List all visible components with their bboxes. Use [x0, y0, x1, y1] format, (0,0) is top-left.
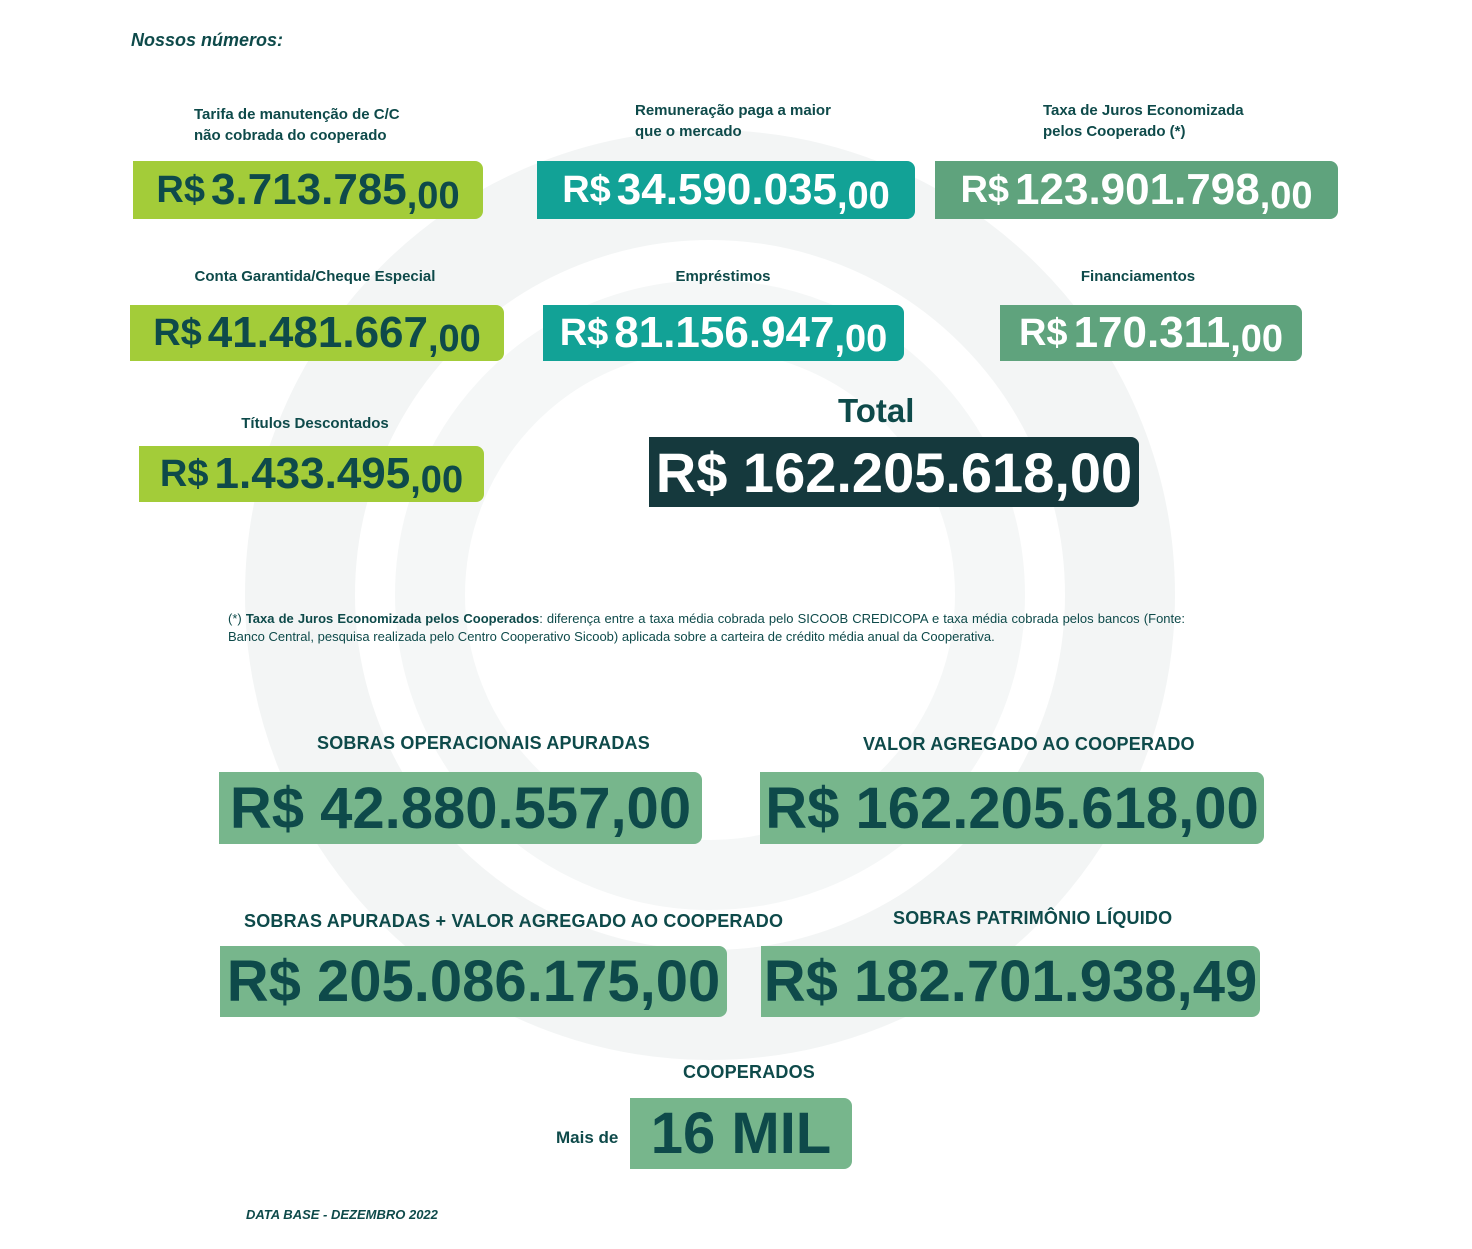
- card-label-line: não cobrada do cooperado: [194, 127, 387, 144]
- currency-symbol: R$: [960, 168, 1010, 211]
- value-integer: 34.590.035: [616, 165, 837, 214]
- footnote-prefix: (*): [228, 611, 246, 626]
- summary-value-valor-agregado: [760, 772, 1264, 844]
- value-decimal: ,00: [1230, 317, 1284, 360]
- value-integer: 170.311: [1073, 308, 1231, 357]
- value-decimal: ,00: [410, 458, 464, 501]
- summary-value-sobras-patrimonio: [761, 946, 1260, 1017]
- summary-value-text: R$ 162.205.618,00: [765, 775, 1259, 841]
- value-decimal: ,00: [1259, 174, 1313, 217]
- card-label-titulos: [140, 413, 490, 434]
- card-label-line: Tarifa de manutenção de C/C: [194, 106, 400, 123]
- value-decimal: ,00: [836, 174, 890, 217]
- footnote-text: : diferença entre a taxa média cobrada pelo SICOOB CREDICOPA e taxa média cobrada pelos bancos (Fonte: Banco Central, pesquisa realizada pelo Centro Cooperativo Sicoob) aplicada sobre a carteira de crédito média anual da Cooperativa.: [228, 611, 1185, 644]
- summary-label-valor-agregado: VALOR AGREGADO AO COOPERADO: [863, 734, 1195, 754]
- card-value-tarifa: [133, 161, 483, 219]
- card-label-taxa-juros: [1043, 100, 1244, 142]
- value-decimal: ,00: [406, 174, 460, 217]
- card-label-line: Títulos Descontados: [241, 415, 389, 432]
- value-integer: 1.433.495: [214, 449, 411, 498]
- summary-value-sobras-mais-valor: [220, 946, 727, 1017]
- card-label-financiamentos: [1000, 266, 1276, 287]
- card-label-line: pelos Cooperado (*): [1043, 123, 1186, 140]
- card-label-line: Financiamentos: [1080, 268, 1196, 285]
- card-label-line: Taxa de Juros Economizada: [1043, 102, 1244, 119]
- footnote-bold: Taxa de Juros Economizada pelos Cooperados: [245, 611, 540, 626]
- currency-symbol: R$: [562, 168, 611, 211]
- currency-symbol: R$: [156, 168, 205, 211]
- summary-label-sobras-mais-valor: SOBRAS APURADAS + VALOR AGREGADO AO COOPERADO: [244, 911, 784, 931]
- cooperados-prefix: Mais de: [556, 1128, 619, 1147]
- cooperados-label: COOPERADOS: [683, 1062, 816, 1082]
- page-heading: Nossos números:: [131, 30, 284, 50]
- total-value: [649, 437, 1139, 507]
- card-value-emprestimos: [543, 305, 904, 361]
- card-label-line: Empréstimos: [675, 268, 771, 285]
- card-label-line: Remuneração paga a maior: [635, 102, 831, 119]
- total-label: Total: [838, 392, 915, 429]
- card-value-remuneracao: [537, 161, 915, 219]
- cooperados-value: [630, 1098, 852, 1169]
- value-integer: 123.901.798: [1015, 165, 1260, 214]
- summary-value-text: R$ 42.880.557,00: [229, 775, 692, 841]
- currency-symbol: R$: [159, 452, 209, 495]
- card-label-line: Conta Garantida/Cheque Especial: [194, 268, 436, 285]
- value-integer: 41.481.667: [207, 308, 428, 357]
- card-label-line: que o mercado: [635, 123, 742, 140]
- card-label-tarifa: [194, 104, 400, 146]
- cooperados-value-text: 16 MIL: [650, 1101, 832, 1166]
- summary-value-text: R$ 182.701.938,49: [763, 949, 1258, 1014]
- card-value-titulos: [139, 446, 484, 502]
- card-value-conta-garantida: [130, 305, 504, 361]
- currency-symbol: R$: [153, 311, 202, 354]
- card-label-conta-garantida: [130, 266, 500, 287]
- card-value-financiamentos: [1000, 305, 1302, 361]
- value-integer: 81.156.947: [614, 308, 835, 357]
- value-integer: 3.713.785: [211, 165, 407, 214]
- footnote: [228, 610, 1185, 646]
- summary-value-text: R$ 205.086.175,00: [226, 949, 721, 1014]
- currency-symbol: R$: [559, 311, 609, 354]
- currency-symbol: R$: [1018, 311, 1068, 354]
- summary-value-sobras-operacionais: [219, 772, 702, 844]
- data-base-footer: DATA BASE - DEZEMBRO 2022: [246, 1207, 438, 1222]
- summary-label-sobras-operacionais: SOBRAS OPERACIONAIS APURADAS: [317, 733, 650, 753]
- card-value-taxa-juros: [935, 161, 1338, 219]
- card-label-emprestimos: [543, 266, 903, 287]
- total-value-text: R$ 162.205.618,00: [655, 440, 1133, 504]
- value-decimal: ,00: [834, 317, 888, 360]
- value-decimal: ,00: [427, 317, 481, 360]
- summary-label-sobras-patrimonio: SOBRAS PATRIMÔNIO LÍQUIDO: [893, 908, 1173, 928]
- card-label-remuneracao: [635, 100, 831, 142]
